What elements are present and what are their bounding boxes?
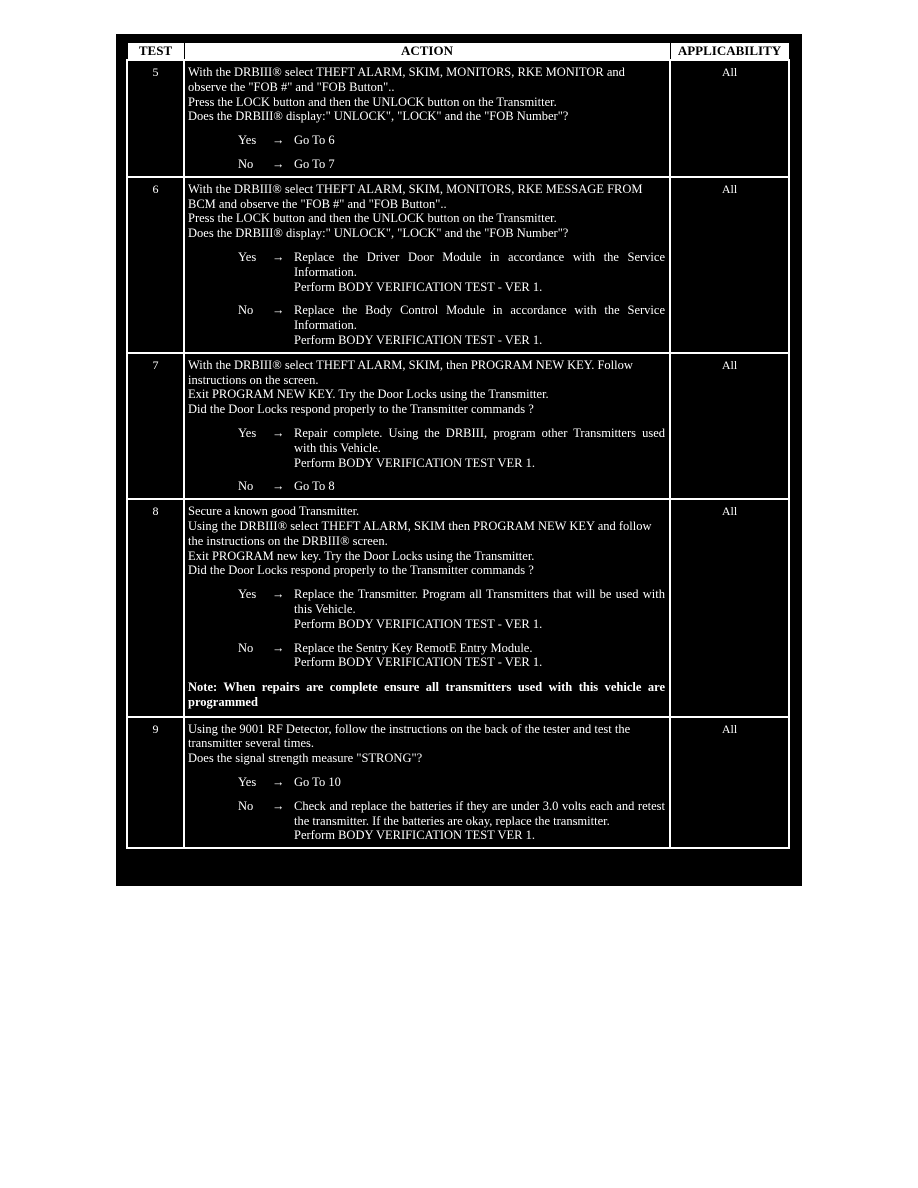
result-line: Go To 7: [294, 156, 335, 171]
answer-label: Yes: [238, 133, 257, 148]
applicability: All: [670, 177, 789, 353]
applicability: All: [670, 60, 789, 177]
instruction-line: Does the DRBIII® display:" UNLOCK", "LOCK" and the "FOB Number"?: [188, 109, 569, 124]
action-cell: [184, 177, 670, 353]
action-cell: [184, 353, 670, 499]
answer-option: [188, 426, 665, 470]
right-arrow-icon: →: [272, 249, 285, 264]
answer-result: [294, 250, 665, 294]
test-number: 8: [127, 499, 184, 717]
result-line: Check and replace the batteries if they are under 3.0 volts each and retest the transmitter. If the batteries are okay, replace the transmitter.: [294, 798, 665, 828]
answer-option: [188, 775, 665, 790]
right-arrow-icon: →: [272, 479, 285, 494]
instruction-line: Secure a known good Transmitter.: [188, 504, 360, 519]
answer-label: Yes: [238, 775, 257, 790]
result-line: Perform BODY VERIFICATION TEST VER 1.: [294, 828, 535, 843]
result-line: Perform BODY VERIFICATION TEST VER 1.: [294, 455, 535, 470]
diagnostic-table-frame: [116, 34, 802, 886]
header-row: [127, 43, 789, 61]
answer-result: [294, 587, 665, 631]
table-row: [127, 499, 789, 717]
test-number: 9: [127, 717, 184, 849]
instruction-line: With the DRBIII® select THEFT ALARM, SKIM, MONITORS, RKE MESSAGE FROM BCM and observe the "FOB #" and "FOB Button"..: [188, 181, 643, 211]
result-line: Go To 10: [294, 775, 341, 790]
answer-result: [294, 157, 665, 172]
right-arrow-icon: →: [272, 640, 285, 655]
instruction-line: Using the 9001 RF Detector, follow the instructions on the back of the tester and test the transmitter several times.: [188, 721, 631, 751]
right-arrow-icon: →: [272, 303, 285, 318]
result-line: Replace the Transmitter. Program all Transmitters that will be used with this Vehicle.: [294, 587, 665, 616]
result-line: Perform BODY VERIFICATION TEST - VER 1.: [294, 616, 543, 631]
diagnostic-table: [126, 42, 790, 849]
result-line: Go To 8: [294, 479, 335, 494]
instruction-line: Using the DRBIII® select THEFT ALARM, SKIM then PROGRAM NEW KEY and follow the instructions on the DRBIII® screen.: [188, 518, 652, 548]
test-number: 5: [127, 60, 184, 177]
answer-label: Yes: [238, 425, 257, 440]
result-line: Repair complete. Using the DRBIII, program other Transmitters used with this Vehicle.: [294, 425, 665, 455]
instructions: [188, 65, 665, 124]
answer-option: [188, 587, 665, 631]
right-arrow-icon: →: [272, 798, 285, 813]
instruction-line: With the DRBIII® select THEFT ALARM, SKIM, then PROGRAM NEW KEY. Follow instructions on the screen.: [188, 357, 633, 387]
answer-result: [294, 775, 665, 790]
table-row: [127, 60, 789, 177]
result-line: Replace the Driver Door Module in accordance with the Service Information.: [294, 249, 665, 279]
instructions: [188, 182, 665, 241]
instruction-line: Exit PROGRAM NEW KEY. Try the Door Locks using the Transmitter.: [188, 387, 549, 402]
right-arrow-icon: →: [272, 775, 285, 790]
header-applicability: APPLICABILITY: [670, 43, 789, 61]
result-line: Replace the Sentry Key RemotE Entry Module.: [294, 640, 533, 655]
answer-option: [188, 303, 665, 347]
instruction-line: Press the LOCK button and then the UNLOCK button on the Transmitter.: [188, 94, 557, 109]
answer-label: No: [238, 479, 254, 494]
answer-result: [294, 426, 665, 470]
result-line: Perform BODY VERIFICATION TEST - VER 1.: [294, 279, 543, 294]
instruction-line: Did the Door Locks respond properly to the Transmitter commands ?: [188, 402, 534, 417]
instructions: [188, 722, 665, 766]
header-action: ACTION: [184, 43, 670, 61]
action-cell: [184, 499, 670, 717]
right-arrow-icon: →: [272, 156, 285, 171]
answer-option: [188, 157, 665, 172]
answer-option: [188, 799, 665, 843]
answer-result: [294, 799, 665, 843]
instruction-line: Does the DRBIII® display:" UNLOCK", "LOCK" and the "FOB Number"?: [188, 226, 569, 241]
answer-result: [294, 479, 665, 494]
test-number: 6: [127, 177, 184, 353]
action-cell: [184, 60, 670, 177]
result-line: Perform BODY VERIFICATION TEST - VER 1.: [294, 332, 543, 347]
answer-result: [294, 641, 665, 671]
header-test: TEST: [127, 43, 184, 61]
answer-result: [294, 133, 665, 148]
instructions: [188, 358, 665, 417]
right-arrow-icon: →: [272, 425, 285, 440]
answer-label: Yes: [238, 249, 257, 264]
answer-option: [188, 250, 665, 294]
result-line: Go To 6: [294, 133, 335, 148]
instruction-line: Press the LOCK button and then the UNLOCK button on the Transmitter.: [188, 211, 557, 226]
answer-option: [188, 133, 665, 148]
instruction-line: Does the signal strength measure "STRONG"?: [188, 751, 423, 766]
answer-label: No: [238, 303, 254, 318]
instruction-line: Exit PROGRAM new key. Try the Door Locks using the Transmitter.: [188, 548, 535, 563]
instructions: [188, 504, 665, 578]
answer-label: No: [238, 156, 254, 171]
answer-option: [188, 641, 665, 671]
answer-label: Yes: [238, 587, 257, 602]
answer-label: No: [238, 640, 254, 655]
right-arrow-icon: →: [272, 133, 285, 148]
instruction-line: Did the Door Locks respond properly to the Transmitter commands ?: [188, 563, 534, 578]
table-row: [127, 353, 789, 499]
action-cell: [184, 717, 670, 849]
applicability: All: [670, 353, 789, 499]
answer-result: [294, 303, 665, 347]
applicability: All: [670, 717, 789, 849]
applicability: All: [670, 499, 789, 717]
result-line: Replace the Body Control Module in accordance with the Service Information.: [294, 303, 665, 333]
right-arrow-icon: →: [272, 587, 285, 602]
note: Note: When repairs are complete ensure all transmitters used with this vehicle are programmed: [188, 680, 665, 709]
answer-label: No: [238, 798, 254, 813]
table-row: [127, 177, 789, 353]
result-line: Perform BODY VERIFICATION TEST - VER 1.: [294, 655, 543, 670]
answer-option: [188, 479, 665, 494]
test-number: 7: [127, 353, 184, 499]
table-row: [127, 717, 789, 849]
instruction-line: With the DRBIII® select THEFT ALARM, SKIM, MONITORS, RKE MONITOR and observe the "FOB #" and "FOB Button"..: [188, 65, 625, 94]
